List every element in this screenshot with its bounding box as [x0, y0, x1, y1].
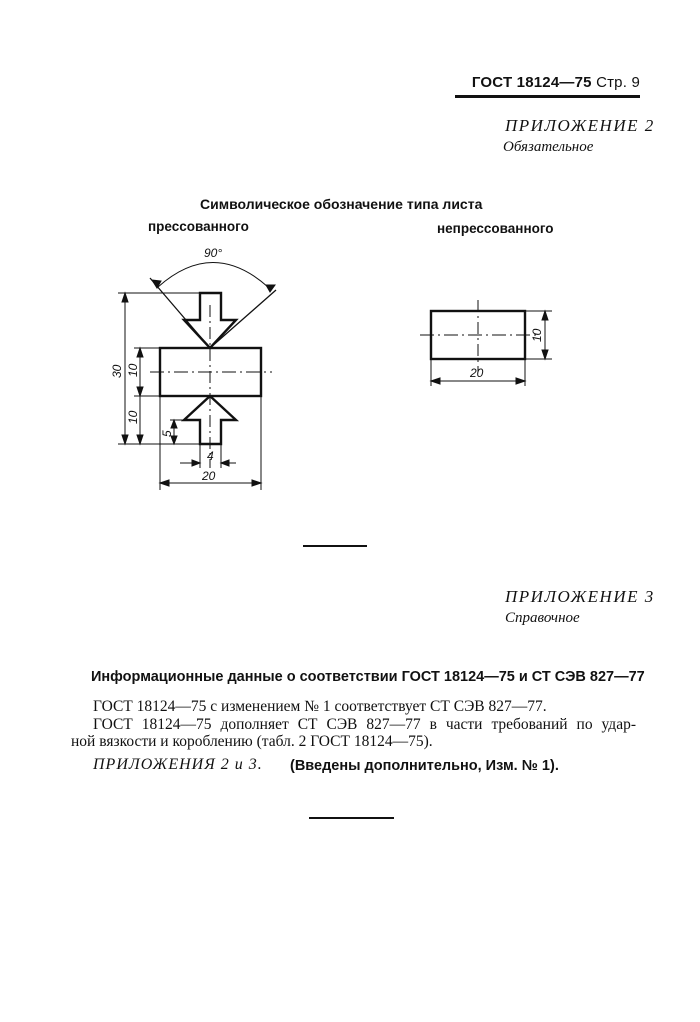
dim-unpressed-width: 20: [470, 366, 484, 380]
dim-width: 20: [202, 469, 216, 483]
appendix-3-heading: Информационные данные о соответствии ГОСТ 18124—75 и СТ СЭВ 827—77: [91, 669, 645, 685]
standard-number: ГОСТ 18124—75: [471, 74, 592, 91]
page-number: Стр. 9: [596, 74, 640, 91]
note-reference: ПРИЛОЖЕНИЯ 2 и 3.: [93, 756, 263, 773]
appendix-3-status: Справочное: [505, 610, 580, 626]
appendix-2-title: ПРИЛОЖЕНИЕ 2: [505, 116, 655, 135]
dim-lower: 10: [126, 410, 140, 424]
figure-title: Символическое обозначение типа листа: [200, 196, 483, 212]
dim-unpressed-height: 10: [530, 328, 544, 342]
appendix-3-para-1: ГОСТ 18124—75 с изменением № 1 соответствует СТ СЭВ 827—77.: [93, 698, 547, 715]
dim-upper: 10: [126, 363, 140, 377]
end-divider: [309, 817, 394, 819]
dim-angle: 90°: [204, 246, 223, 260]
note-text: (Введены дополнительно, Изм. № 1).: [290, 758, 559, 774]
appendix-3-para-2-line-1: ГОСТ 18124—75 дополняет СТ СЭВ 827—77 в части требований по удар-: [93, 716, 636, 733]
appendix-3-title: ПРИЛОЖЕНИЕ 3: [505, 587, 655, 606]
label-pressed: прессованного: [148, 219, 249, 234]
appendix-3-para-2-line-2: ной вязкости и короблению (табл. 2 ГОСТ 18124—75).: [71, 733, 433, 750]
section-divider: [303, 545, 367, 547]
label-unpressed: непрессованного: [437, 221, 554, 236]
dim-arrow-width: 4: [207, 449, 214, 463]
dim-arrow-depth: 5: [160, 430, 174, 437]
dim-total-height: 30: [110, 364, 124, 378]
appendix-2-status: Обязательное: [503, 139, 594, 155]
